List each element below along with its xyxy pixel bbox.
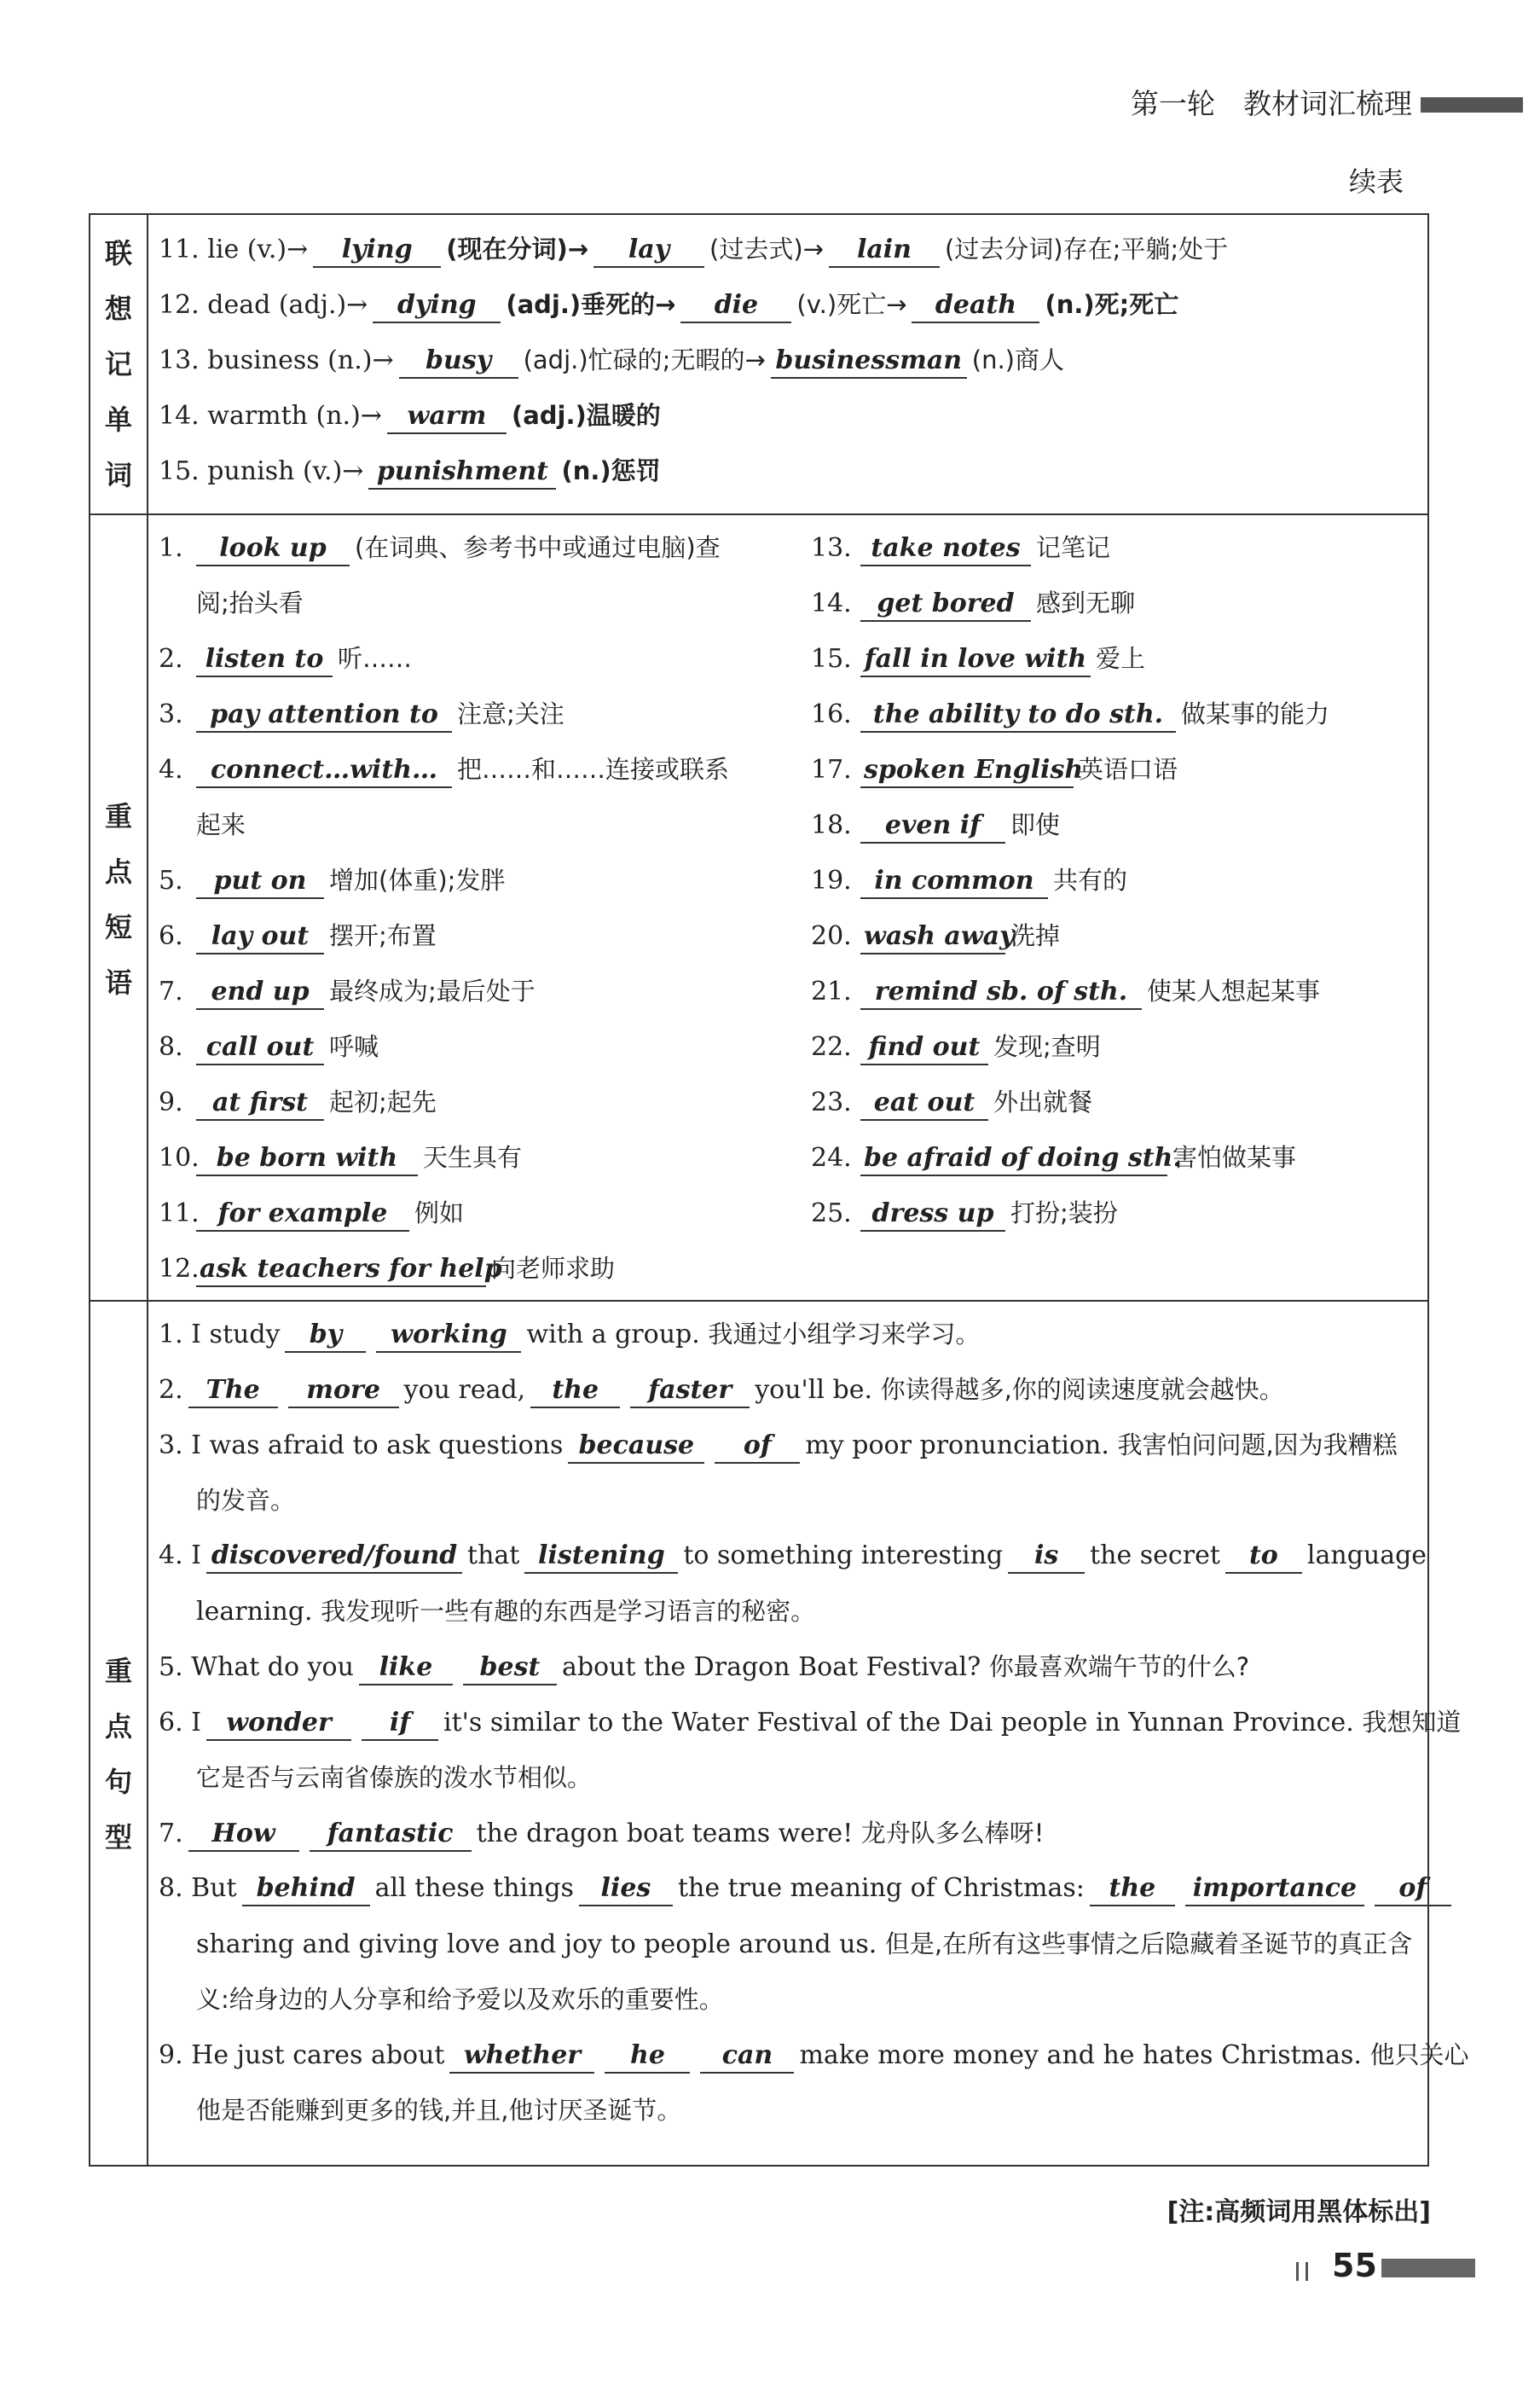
answer-blank: listen to [196, 643, 333, 677]
answer-blank: by [285, 1319, 366, 1353]
phrase-row: 9. at first 起初;起先 [159, 1082, 437, 1123]
s1-row-14: 14. warmth (n.)→ warm (adj.)温暖的 [159, 395, 661, 437]
answer-blank: lying [313, 234, 441, 268]
phrase-row: 18. even if 即使 [811, 804, 1060, 846]
phrase-row: 24. be afraid of doing sth.害怕做某事 [811, 1137, 1296, 1179]
answer-blank: connect…with… [196, 754, 452, 788]
answer-blank: best [463, 1651, 557, 1685]
answer-blank: punishment [368, 455, 556, 490]
sentence-7: 7. How fantastic the dragon boat teams were! 龙舟队多么棒呀! [159, 1813, 1044, 1854]
answer-blank: call out [196, 1031, 324, 1065]
answer-blank: How [188, 1818, 299, 1852]
answer-blank: warm [387, 400, 507, 434]
answer-blank: pay attention to [196, 699, 452, 733]
section-label [90, 1300, 148, 2165]
sentence-5: 5. What do you like best about the Dragon Boat Festival? 你最喜欢端午节的什么? [159, 1646, 1249, 1688]
phrase-row: 13. take notes 记笔记 [811, 527, 1110, 569]
phrase-row: 起来 [196, 810, 246, 839]
sentence-8: 8. But behind all these things lies the true meaning of Christmas: the importance of [159, 1868, 1456, 1909]
answer-blank: The [188, 1374, 278, 1408]
answer-blank: he [605, 2039, 690, 2074]
phrase-row: 16. the ability to do sth. 做某事的能力 [811, 693, 1329, 735]
answer-blank: like [359, 1651, 453, 1685]
answer-blank: of [1375, 1872, 1451, 1906]
s1-row-11: 11. lie (v.)→ lying (现在分词)→ lay (过去式)→ lain (过去分词)存在;平躺;处于 [159, 229, 1228, 270]
section-label-char: 重 [104, 800, 132, 833]
answer-blank: be born with [196, 1142, 418, 1176]
answer-blank: spoken English [860, 754, 1074, 788]
vocab-table [89, 213, 1469, 2167]
phrase-row: 12.ask teachers for help向老师求助 [159, 1248, 615, 1290]
phrase-row: 20. wash away洗掉 [811, 915, 1060, 957]
answer-blank: fantastic [310, 1818, 472, 1852]
sentence-8-cont2: 义:给身边的人分享和给予爱以及欢乐的重要性。 [196, 1985, 724, 2014]
phrase-row: 3. pay attention to 注意;关注 [159, 693, 564, 735]
header-bar [1421, 97, 1523, 113]
answer-blank: discovered/found [206, 1540, 462, 1574]
phrase-row: 11. for example 例如 [159, 1192, 464, 1234]
s1-row-13: 13. business (n.)→ busy (adj.)忙碌的;无暇的→ businessman (n.)商人 [159, 339, 1064, 381]
answer-blank: eat out [860, 1087, 988, 1121]
answer-blank: get bored [860, 588, 1031, 622]
section-key-sentences [90, 1300, 1469, 2165]
phrase-row: 19. in common 共有的 [811, 860, 1127, 902]
sentence-9: 9. He just cares about whether he can make more money and he hates Christmas. 他只关心 [159, 2034, 1469, 2076]
answer-blank: in common [860, 865, 1048, 899]
section-label-char: 词 [104, 459, 132, 491]
sentence-1: 1. I study by working with a group. 我通过小组学习来学习。 [159, 1314, 980, 1355]
section-label [90, 513, 148, 1300]
answer-blank: more [288, 1374, 399, 1408]
sentence-2: 2. The more you read, the faster you'll be. 你读得越多,你的阅读速度就会越快。 [159, 1369, 1284, 1411]
answer-blank: put on [196, 865, 324, 899]
answer-blank: whether [449, 2039, 594, 2074]
answer-blank: even if [860, 809, 1005, 844]
answer-blank: businessman [771, 345, 967, 379]
answer-blank: lies [579, 1872, 673, 1906]
section-label-char: 型 [104, 1821, 132, 1854]
answer-blank: the [530, 1374, 620, 1408]
answer-blank: dress up [860, 1198, 1005, 1232]
phrase-row: 4. connect…with… 把……和……连接或联系 [159, 749, 729, 791]
answer-blank: dying [373, 289, 501, 323]
section-label-char: 点 [104, 1710, 132, 1743]
answer-blank: is [1008, 1540, 1085, 1574]
s1-row-12: 12. dead (adj.)→ dying (adj.)垂死的→ die (v.)死亡→ death (n.)死;死亡 [159, 284, 1178, 326]
phrase-row: 17. spoken English英语口语 [811, 749, 1178, 791]
answer-blank: of [715, 1430, 800, 1464]
phrase-row: 7. end up 最终成为;最后处于 [159, 971, 536, 1012]
page-bar [1381, 2259, 1475, 2277]
answer-blank: lay out [196, 920, 324, 954]
section-word-association [90, 215, 1427, 515]
answer-blank: fall in love with [860, 643, 1091, 677]
page-marks [1296, 2262, 1308, 2281]
answer-blank: ask teachers for help [196, 1253, 486, 1287]
answer-blank: can [700, 2039, 794, 2074]
section-label [90, 215, 148, 513]
answer-blank: lain [829, 234, 940, 268]
answer-blank: if [362, 1707, 438, 1741]
phrase-row: 阅;抬头看 [196, 589, 304, 618]
phrase-row: 25. dress up 打扮;装扮 [811, 1192, 1118, 1234]
answer-blank: die [680, 289, 791, 323]
answer-blank: lay [593, 234, 704, 268]
sentence-6: 6. I wonder if it's similar to the Water Festival of the Dai people in Yunnan Province. 我想知道 [159, 1702, 1461, 1743]
section-label-char: 记 [104, 348, 132, 380]
sentence-8-cont: sharing and giving love and joy to people around us. 但是,在所有这些事情之后隐藏着圣诞节的真正含 [196, 1929, 1413, 1959]
phrase-row: 1. look up (在词典、参考书中或通过电脑)查 [159, 527, 721, 569]
sentence-9-cont: 他是否能赚到更多的钱,并且,他讨厌圣诞节。 [196, 2096, 682, 2125]
sentence-4: 4. I discovered/found that listening to something interesting is the secret to language [159, 1535, 1427, 1576]
phrase-row: 10. be born with 天生具有 [159, 1137, 522, 1179]
footnote: [注:高频词用黑体标出] [1167, 2197, 1431, 2227]
answer-blank: for example [196, 1198, 409, 1232]
section-key-phrases [90, 513, 1427, 1302]
answer-blank: look up [196, 532, 350, 566]
answer-blank: to [1225, 1540, 1302, 1574]
answer-blank: because [568, 1430, 704, 1464]
section-label-char: 联 [104, 237, 132, 270]
phrase-row: 5. put on 增加(体重);发胖 [159, 860, 505, 902]
phrase-row: 21. remind sb. of sth. 使某人想起某事 [811, 971, 1320, 1012]
section-label-char: 句 [104, 1766, 132, 1798]
answer-blank: find out [860, 1031, 988, 1065]
phrase-row: 2. listen to 听…… [159, 638, 412, 680]
sentence-6-cont: 它是否与云南省傣族的泼水节相似。 [196, 1763, 593, 1792]
answer-blank: wash away [860, 920, 1005, 954]
answer-blank: the ability to do sth. [860, 699, 1176, 733]
section-label-char: 短 [104, 911, 132, 943]
answer-blank: remind sb. of sth. [860, 976, 1142, 1010]
phrase-row: 15. fall in love with 爱上 [811, 638, 1145, 680]
answer-blank: faster [630, 1374, 750, 1408]
header-title: 第一轮 教材词汇梳理 [1131, 87, 1412, 120]
answer-blank: busy [399, 345, 518, 379]
phrase-row: 22. find out 发现;查明 [811, 1026, 1101, 1068]
section-label-char: 语 [104, 966, 132, 999]
answer-blank: listening [524, 1540, 678, 1574]
answer-blank: take notes [860, 532, 1031, 566]
phrase-row: 8. call out 呼喊 [159, 1026, 379, 1068]
answer-blank: the [1090, 1872, 1175, 1906]
answer-blank: importance [1185, 1872, 1364, 1906]
sentence-4-cont: learning. 我发现听一些有趣的东西是学习语言的秘密。 [196, 1597, 816, 1627]
phrase-row: 6. lay out 摆开;布置 [159, 915, 437, 957]
answer-blank: death [912, 289, 1039, 323]
section-label-char: 想 [104, 293, 132, 325]
section-label-char: 单 [104, 403, 132, 436]
section-label-char: 重 [104, 1655, 132, 1687]
continued-label: 续表 [1348, 165, 1404, 198]
s1-row-15: 15. punish (v.)→ punishment (n.)惩罚 [159, 450, 661, 492]
sentence-3-cont: 的发音。 [196, 1486, 296, 1515]
page-number: 55 [1332, 2247, 1377, 2284]
answer-blank: wonder [206, 1707, 351, 1741]
answer-blank: end up [196, 976, 324, 1010]
answer-blank: working [376, 1319, 521, 1353]
phrase-row: 23. eat out 外出就餐 [811, 1082, 1092, 1123]
answer-blank: at first [196, 1087, 324, 1121]
sentence-3: 3. I was afraid to ask questions because of my poor pronunciation. 我害怕问问题,因为我糟糕 [159, 1424, 1398, 1466]
phrase-row: 14. get bored 感到无聊 [811, 583, 1135, 624]
answer-blank: behind [242, 1872, 370, 1906]
answer-blank: be afraid of doing sth. [860, 1142, 1167, 1176]
section-label-char: 点 [104, 856, 132, 888]
